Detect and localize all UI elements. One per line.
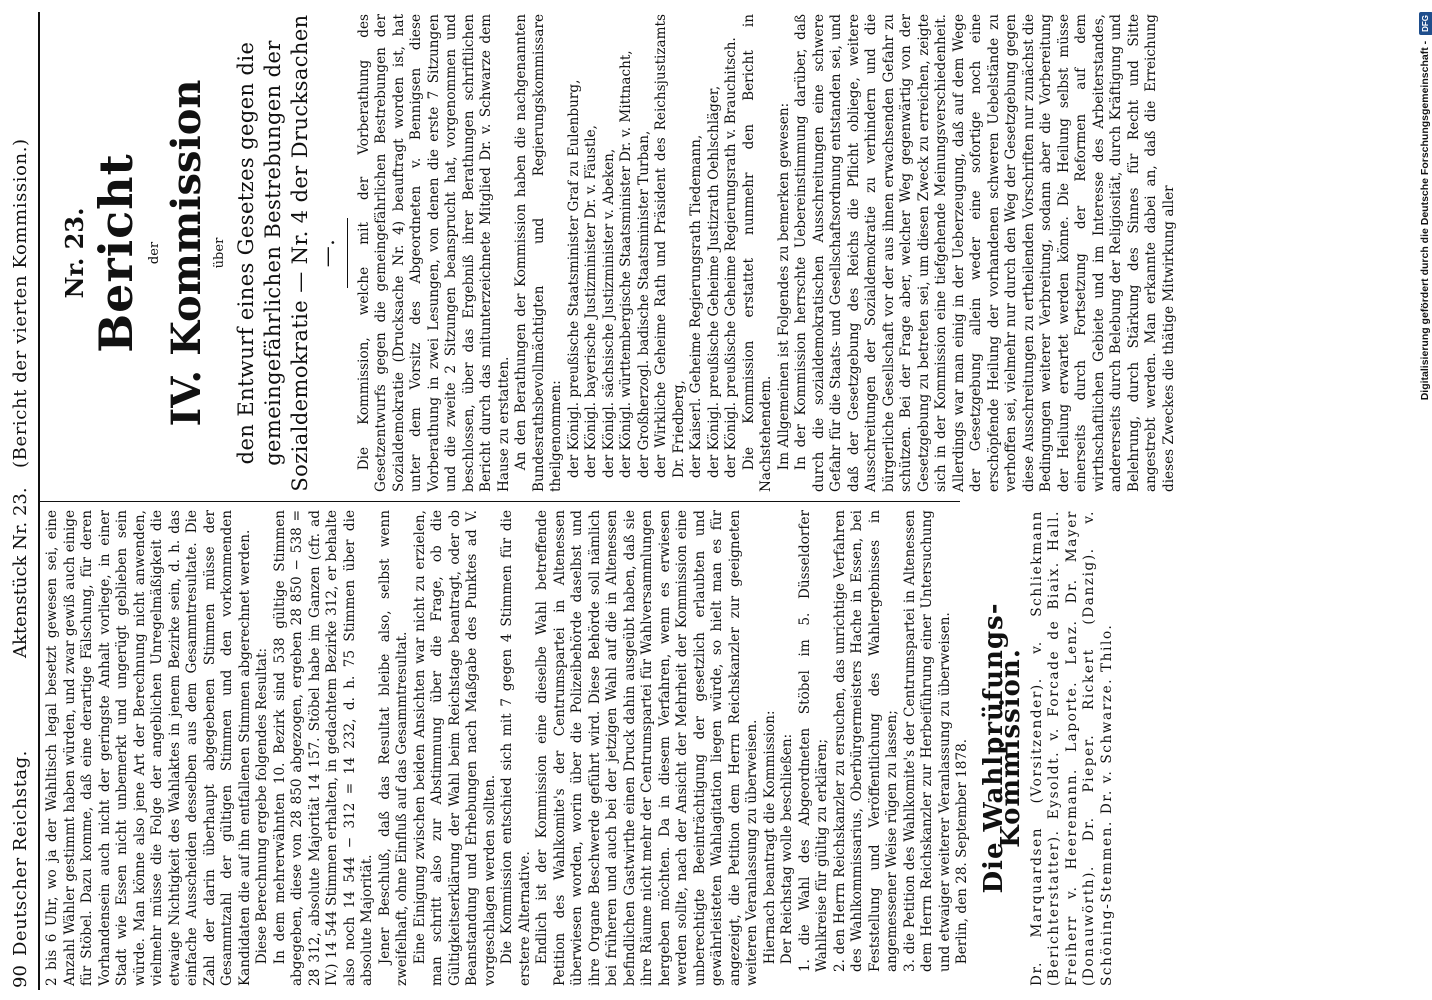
header-title: (Bericht der vierten Kommission.) [10, 138, 31, 468]
paragraph: 2 bis 6 Uhr, wo ja der Wahltisch legal besetzt gewesen sei, eine Anzahl Wähler gestimmt haben würden, und zwar gewiß auch einige für Stöbel. Dazu komme, daß eine derartige Fälschung, für deren Vorhandensein auch nicht der geringste Anhalt vorliege, in einer Stadt wie Essen nicht unbemerkt und ungerügt geblieben sein würde. Man könne also jene Art der Berechnung nicht anwenden, vielmehr müsse die Folge der angeblichen Unregelmäßigkeit die etwaige Nichtigkeit des Wahlaktes in jenem Bezirke sein, d. h. das einfache Ausscheiden desselben aus dem Gesammtresultate. Die Zahl der darin überhaupt abgegebenen Stimmen müsse der Gesammtzahl der gültigen Stimmen und den vorkommenden Kandidaten die auf ihn entfallenen Stimmen abgerechnet werden. [44, 510, 253, 986]
paragraph: Die Kommission erstattet nunmehr den Bericht in Nachstehendem. [740, 14, 774, 492]
page-header [6, 13, 36, 988]
list-item: der Königl. bayerische Justizminister Dr. v. Fäustle, [583, 125, 599, 478]
list-item: der Kaiserl. Geheime Regierungsrath Tiedemann, [688, 134, 704, 478]
paragraph: In dem mehrerwähnten 10. Bezirk sind 538 gültige Stimmen abgegeben, diese von 28 850 abgezogen, ergeben 28 850 − 538 = 28 312, absolute Majorität 14 157. Stöbel habe im Ganzen (cfr. ad IV.) 14 544 Stimmen erhalten, in gedachtem Bezirke 312, er behalte also noch 14 544 − 312 = 14 232, d. h. 75 Stimmen über die absolute Majorität. [271, 510, 375, 986]
list-item: der Königl. preußische Staatsminister Graf zu Eulenburg, [565, 79, 582, 478]
paragraph: An den Berathungen der Kommission haben die nachgenannten Bundesrathsbevollmächtigten und Regierungskommissare theilgenommen: [513, 14, 564, 492]
paragraph: Hiernach beantragt die Kommission: [761, 710, 778, 965]
left-column [44, 510, 1116, 986]
commission-title: IV. Kommission [163, 79, 210, 427]
list-item: der Königl. preußische Geheime Justizrath Oehlschläger, [705, 85, 722, 478]
connector-ueber: über [212, 237, 227, 269]
connector-der: der [146, 241, 162, 265]
dfg-logo: DFG [1419, 12, 1432, 35]
paragraph: Jener Beschluß, daß das Resultat bleibe also, selbst wenn zweifelhaft, ohne Einfluß auf das Gesammtresultat. [376, 510, 410, 986]
page-number: 90 [10, 965, 31, 988]
paragraph: Der Reichstag wolle beschließen: [779, 733, 795, 965]
credit-text: Digitalisierung gefördert durch die Deutsche Forschungsgemeinschaft - [1419, 40, 1431, 401]
paragraph: Endlich ist der Kommission eine dieselbe Wahl betreffende Petition des Wahlkomite's der Centrumspartei in Altenessen überwiesen worden, worin über die Polizeibehörde daselbst und ihre Organe Beschwerde geführt wird. Diese Behörde soll nämlich bei früheren und auch bei der jetzigen Wahl auf die in Altenessen befindlichen Gastwirthe einen Druck dahin ausgeübt haben, daß sie ihre Räume nicht mehr der Centrumspartei für Wahlversammlungen hergeben möchten. Da in diesem Verfahren, wenn es erwiesen werden sollte, nach der Ansicht der Mehrheit der Kommission eine unberechtigte Beeinträchtigung der gesetzlich erlaubten und gewährleisteten Wahlagitation liegen würde, so hielt man es für angezeigt, die Petition dem Herrn Reichskanzler zur geeigneten weiteren Veranlassung zu überweisen. [534, 510, 760, 986]
paragraph: Die Kommission, welche mit der Vorberathung des Gesetzentwurfs gegen die gemeingefährlichen Bestrebungen der Sozialdemokratie (Drucksache Nr. 4) beauftragt worden ist, hat unter dem Vorsitz des Abgeordneten v. Bennigsen diese Vorberathung in zwei Lesungen, von denen die erste 7 Sitzungen und die zweite 2 Sitzungen beansprucht hat, vorgenommen und beschlossen, über das Ergebniß ihrer Berathungen schriftlichen Bericht durch das mitunterzeichnete Mitglied Dr. v. Schwarze dem Hause zu erstatten. [355, 14, 512, 492]
column-divider [40, 501, 960, 502]
report-subject: den Entwurf eines Gesetzes gegen die gemeingefährlichen Bestrebungen der Sozialdemokratie — Nr. 4 der Drucksachen —. [233, 14, 339, 492]
digitization-credit [1418, 0, 1432, 1000]
report-heading: Bericht [88, 153, 143, 353]
date-line: Berlin, den 28. September 1878. [954, 738, 970, 965]
resolution-list [797, 510, 955, 986]
paragraph: Eine Einigung zwischen beiden Ansichten war nicht zu erzielen, man schritt also zur Abstimmung über die Frage, ob die Gültigkeitserklärung der Wahl beim Reichstage beantragt, oder ob Beanstandung und Erhebungen nach Maßgabe des Punktes ad V. vorgeschlagen werden sollten. [411, 510, 498, 986]
list-item: der Königl. preußische Geheime Regierungsrath v. Brauchitsch. [723, 37, 739, 478]
list-item: der Königl. sächsische Justizminister v. Abeken, [600, 148, 617, 478]
document-number: Aktenstück Nr. 23. [10, 487, 31, 658]
section-rule [347, 218, 348, 288]
credit-text-line [1418, 0, 1432, 1000]
list-item: 2. den Herrn Reichskanzler zu ersuchen, das unrichtige Verfahren des Wahlkommissarius, Oberbürgermeisters Hache in Essen, bei Feststellung und Veröffentlichung des Wahlergebnisses in angemessener Weise rügen zu lassen; [831, 510, 900, 972]
participant-list [566, 14, 741, 492]
list-item: 3. die Petition des Wahlkomite's der Centrumspartei in Altenessen dem Herrn Reichskanzler zur Herbeiführung einer Untersuchung und etwaiger weiterer Veranlassung zu überweisen. [901, 510, 953, 972]
paragraph: In der Kommission herrschte Uebereinstimmung darüber, daß durch die sozialdemokratischen Ausschreitungen eine schwere Gefahr für die Staats- und Gesellschaftsordnung entstanden sei, und daß der Gesetzgebung des Reichs die Pflicht obliege, weitere Ausschreitungen der Sozialdemokratie zu verhindern und die bürgerliche Gesellschaft vor der aus ihnen erwachsenden Gefahr zu schützen. Bei der Frage aber, welcher Weg gegenwärtig von der Gesetzgebung zu betreten sei, um diesen Zweck zu erreichen, zeigte sich in der Kommission eine tiefgehende Meinungsverschiedenheit. Allerdings war man einig in der Ueberzeugung, daß auf dem Wege der Gesetzgebung allein weder eine sofortige noch eine erschöpfende Heilung der vorhandenen schweren Uebelstände zu verhoffen sei, vielmehr nur durch den Weg der Gesetzgebung gegen diese Ausschreitungen zu ertheilenden Vorschriften nur zunächst die Bedingungen weiterer Verbreitung, sodann aber die Vorbereitung der Heilung erwartet werden könne. Die Heilung selbst müsse einerseits durch Fortsetzung der Reformen auf dem wirthschaftlichen Gebiete und im Interesse des Arbeiterstandes, andererseits durch Belebung der Religiosität, durch Kräftigung und Belehrung, durch Stärkung des Sinnes für Recht und Sitte angestrebt werden. Man erkannte dabei an, daß die Erreichung dieses Zweckes die thätige Mitwirkung aller [793, 14, 1177, 492]
paragraph: Die Kommission entschied sich mit 7 gegen 4 Stimmen für die erstere Alternative. [499, 510, 533, 986]
list-item: der Wirkliche Geheime Rath und Präsident des Reichsjustizamts Dr. Friedberg, [653, 14, 687, 478]
list-item: der Königl. württembergische Staatsminister Dr. v. Mittnacht, [618, 50, 634, 478]
publication-title: Deutscher Reichstag. [10, 750, 31, 956]
right-column [44, 14, 1178, 492]
list-item: der Großherzogl. badische Staatsminister Turban, [635, 130, 652, 478]
committee-title: Die Wahlprüfungs-Kommission. [978, 602, 1026, 894]
list-item: 1. die Wahl des Abgeordneten Stöbel im 5. Düsseldorfer Wahlkreise für gültig zu erklären; [796, 510, 830, 972]
paragraph: Diese Berechnung ergebe folgendes Resultat: [254, 647, 270, 965]
paragraph: Im Allgemeinen ist Folgendes zu bemerken gewesen: [775, 102, 792, 471]
report-number: Nr. 23. [60, 207, 89, 299]
member-list: Dr. Marquardsen (Vorsitzender). v. Schliekmann (Berichterstatter). Eysoldt. v. Forcade de Biaix. Hall. Freiherr v. Heeremann. Laporte. Lenz. Dr. Mayer (Donauwörth). Dr. Pieper. Rickert (Danzig). v. Schöning-Stemmen. Dr. v. Schwarze. Thilo. [1028, 510, 1115, 986]
